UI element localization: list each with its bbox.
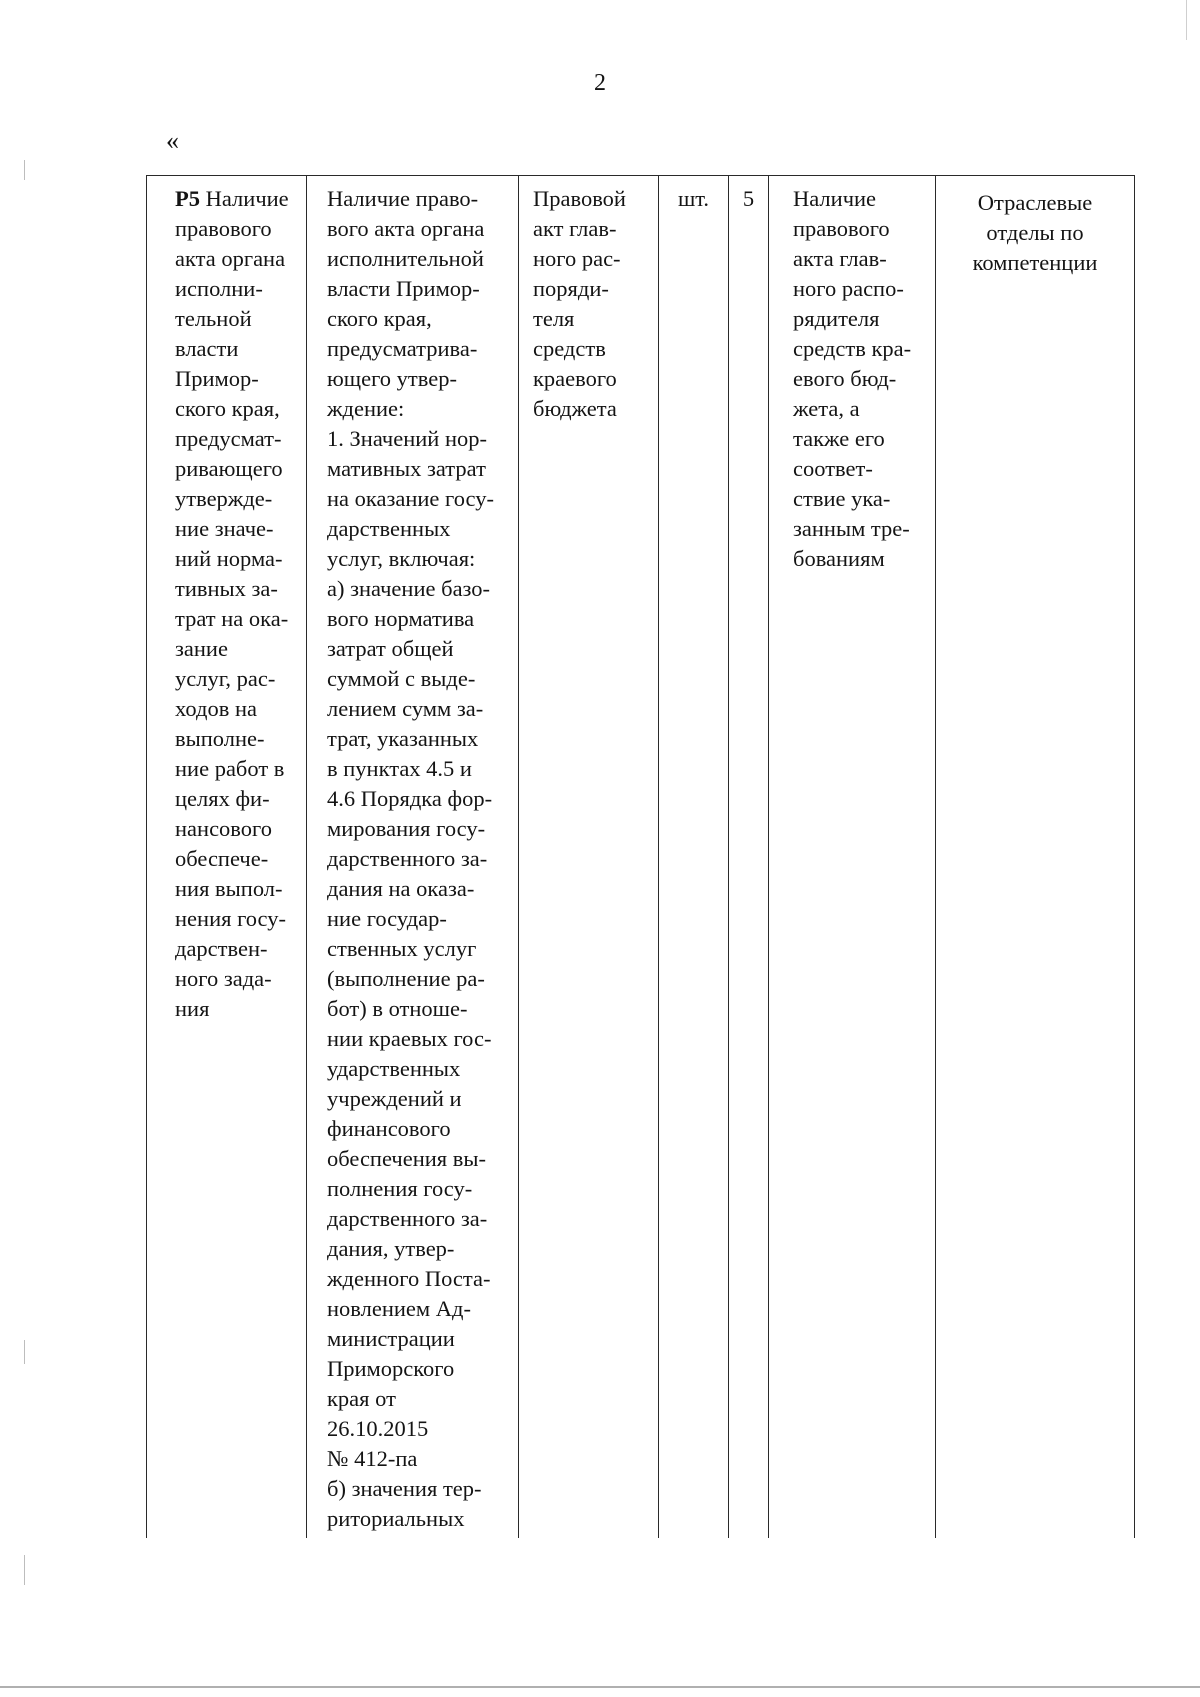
scan-edge-mark: [1186, 0, 1187, 40]
table-row: [147, 176, 1135, 1538]
scan-edge-mark: [24, 160, 25, 180]
page-number: 2: [594, 70, 606, 96]
description-cell: Наличие право- вого акта органа исполнительной власти Примор- ского края, предусматрива- ющего утвер- ждение: 1. Значений нор- мативных затрат на оказание госу- дарственных услуг, включая: а) значение базо- вого норматива затрат общей суммой с выде- лением сумм за- трат, указанных в пунктах 4.5 и 4.6 Порядка фор- мирования госу- дарственного за- дания на оказа- ние государ- ственных услуг (выполнение ра- бот) в отноше- нии краевых гос- ударственных учреждений и финансового обеспечения вы- полнения госу- дарственного за- дания, утвер- жденного Поста- новлением Ад- министрации Приморского края от 26.10.2015 № 412-па б) значения тер- риториальных: [307, 176, 519, 1538]
unit-cell: шт.: [659, 176, 729, 1538]
indicator-code: Р5: [175, 186, 200, 211]
opening-quote: «: [166, 126, 179, 155]
scan-edge-mark: [24, 1340, 25, 1364]
criterion-cell: Наличие правового акта глав- ного распо- рядителя средств кра- евого бюд- жета, а также его соответ- ствие ука- занным тре- бованиям: [769, 176, 936, 1538]
indicator-table: [146, 175, 1135, 1538]
responsible-cell: Отраслевые отделы по компетенции: [936, 176, 1135, 1538]
source-cell: Правовой акт глав- ного рас- поряди- теля средств краевого бюджета: [519, 176, 659, 1538]
scan-edge-mark: [24, 1555, 25, 1585]
indicator-name: Наличие правового акта органа исполни- тельной власти Примор- ского края, предусмат- ривающего утвержде- ние значе- ний норма- тивных за- трат на ока- зание услуг, рас- ходов на выполне- ние работ в целях фи- нансового обеспече- ния выпол- нения госу- дарствен- ного зада- ния: [175, 186, 289, 1021]
score-cell: 5: [729, 176, 769, 1538]
indicator-cell: [147, 176, 307, 1538]
scan-bottom-edge: [0, 1686, 1200, 1688]
